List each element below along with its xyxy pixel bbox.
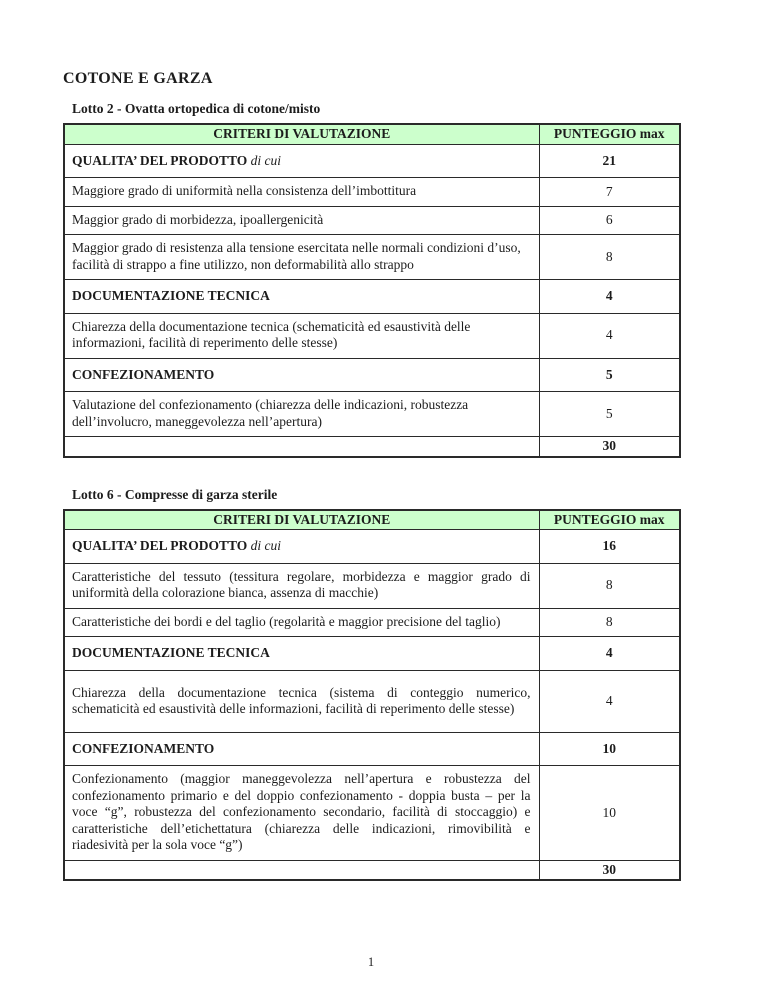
criterion-cell: [64, 178, 539, 207]
criterion-label: Maggior grado di morbidezza, ipoallergenicità: [72, 211, 324, 227]
criterion-score: 8: [539, 608, 680, 637]
criteria-table: [63, 509, 681, 882]
criterion-label: DOCUMENTAZIONE TECNICA: [72, 645, 270, 660]
criterion-cell: [64, 206, 539, 235]
criterion-cell: [64, 563, 539, 608]
table-row: [64, 766, 680, 861]
criterion-cell: [64, 860, 539, 880]
criterion-label: CONFEZIONAMENTO: [72, 366, 215, 382]
criterion-score: 5: [539, 358, 680, 392]
criterion-cell: [64, 637, 539, 671]
criterion-score: 8: [539, 235, 680, 280]
table-row: [64, 280, 680, 314]
lotto-section: [63, 487, 768, 882]
criterion-score: 4: [539, 280, 680, 314]
criterion-score: 30: [539, 437, 680, 457]
criterion-label: Caratteristiche dei bordi e del taglio (regolarità e maggior precisione del taglio): [72, 613, 501, 629]
table-row: [64, 437, 680, 457]
table-row: [64, 358, 680, 392]
criterion-cell: [64, 358, 539, 392]
table-header-row: [64, 124, 680, 144]
lotto-caption: Lotto 2 - Ovatta ortopedica di cotone/misto: [72, 101, 321, 116]
column-header-score: PUNTEGGIO max: [539, 124, 680, 144]
criterion-score: 4: [539, 670, 680, 732]
table-row: [64, 637, 680, 671]
criterion-cell: [64, 670, 539, 732]
criterion-score: 4: [539, 637, 680, 671]
table-row: [64, 313, 680, 358]
criterion-score: 21: [539, 144, 680, 178]
table-row: [64, 860, 680, 880]
criterion-cell: [64, 392, 539, 437]
table-row: [64, 206, 680, 235]
criteria-table: [63, 123, 681, 458]
table-row: [64, 235, 680, 280]
criterion-label-suffix: di cui: [247, 538, 282, 553]
criterion-label: QUALITA’ DEL PRODOTTO: [72, 152, 248, 168]
criterion-score: 6: [539, 206, 680, 235]
criterion-cell: [64, 280, 539, 314]
table-row: [64, 178, 680, 207]
criterion-score: 10: [539, 732, 680, 766]
table-row: [64, 732, 680, 766]
criterion-score: 10: [539, 766, 680, 861]
criterion-cell: [64, 766, 539, 861]
table-row: [64, 608, 680, 637]
criterion-cell: [64, 235, 539, 280]
column-header-criteria: CRITERI DI VALUTAZIONE: [64, 510, 539, 530]
table-header-row: [64, 510, 680, 530]
criterion-cell: [64, 732, 539, 766]
table-row: [64, 144, 680, 178]
criterion-score: 4: [539, 313, 680, 358]
criterion-label: Maggiore grado di uniformità nella consistenza dell’imbottitura: [72, 183, 417, 198]
criterion-score: 5: [539, 392, 680, 437]
lotto-section: [63, 101, 768, 458]
criterion-cell: [64, 608, 539, 637]
criterion-label: Chiarezza della documentazione tecnica (schematicità ed esaustività delle informazioni, facilità di reperimento delle stesse): [72, 318, 471, 350]
table-row: [64, 530, 680, 564]
column-header-criteria: CRITERI DI VALUTAZIONE: [64, 124, 539, 144]
criterion-label: Chiarezza della documentazione tecnica (sistema di conteggio numerico, schematicità ed esaustività delle informazioni, facilità di reperimento delle stesse): [72, 684, 531, 716]
page-number: 1: [367, 955, 375, 969]
criterion-label: CONFEZIONAMENTO: [72, 740, 215, 756]
tables-container: [63, 101, 768, 881]
criterion-label: QUALITA’ DEL PRODOTTO: [72, 538, 248, 553]
criterion-score: 7: [539, 178, 680, 207]
criterion-label: Maggior grado di resistenza alla tensione esercitata nelle normali condizioni d’uso, facilità di strappo a fine utilizzo, non deformabilità allo strappo: [72, 240, 521, 272]
page-title: COTONE E GARZA: [63, 70, 213, 87]
criterion-score: 16: [539, 530, 680, 564]
table-row: [64, 392, 680, 437]
criterion-cell: [64, 437, 539, 457]
table-row: [64, 563, 680, 608]
table-row: [64, 670, 680, 732]
criterion-label: DOCUMENTAZIONE TECNICA: [72, 288, 270, 303]
criterion-score: 8: [539, 563, 680, 608]
criterion-score: 30: [539, 860, 680, 880]
column-header-score: PUNTEGGIO max: [539, 510, 680, 530]
criterion-label: Confezionamento (maggior maneggevolezza nell’apertura e robustezza del confezionamento primario e del doppio confezionamento - doppia busta – per la voce “g”, robustezza del confezionamento secondario, facilità di stoccaggio) e caratteristiche dell’etichettatura (chiarezza delle indicazioni, rimovibilità e riadesività per la sola voce “g”): [72, 771, 531, 852]
criterion-label-suffix: di cui: [247, 152, 282, 168]
criterion-cell: [64, 313, 539, 358]
lotto-caption: Lotto 6 - Compresse di garza sterile: [72, 486, 278, 502]
criterion-label: Valutazione del confezionamento (chiarezza delle indicazioni, robustezza dell’involucro, maneggevolezza nell’apertura): [72, 397, 469, 429]
criterion-cell: [64, 530, 539, 564]
criterion-label: Caratteristiche del tessuto (tessitura regolare, morbidezza e maggior grado di uniformità della colorazione bianca, assenza di macchie): [72, 568, 531, 600]
criterion-cell: [64, 144, 539, 178]
